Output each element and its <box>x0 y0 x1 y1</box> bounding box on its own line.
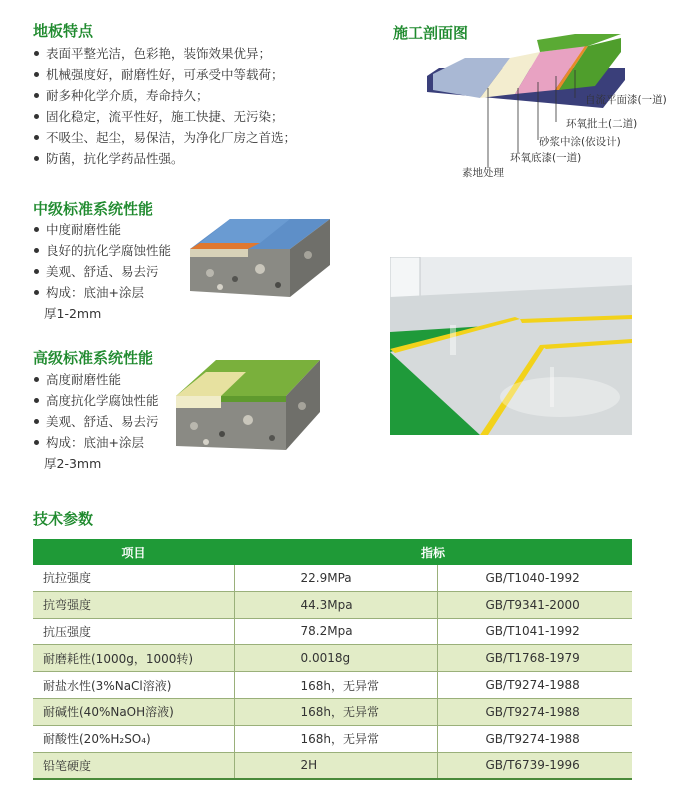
cell-name: 耐盐水性(3%NaCl溶液) <box>33 672 234 699</box>
features-list <box>33 43 296 169</box>
layer-label-primer: 环氧底漆(一道) <box>510 152 582 164</box>
list-item: 构成：底油+涂层 <box>33 432 159 453</box>
cell-standard: GB/T9274-1988 <box>437 672 632 699</box>
list-item: 耐多种化学介质，寿命持久； <box>33 85 296 106</box>
table-row <box>33 698 632 725</box>
table-row <box>33 725 632 752</box>
cell-value: 168h，无异常 <box>234 672 437 699</box>
cell-value: 22.9MPa <box>234 565 437 591</box>
list-item: 良好的抗化学腐蚀性能 <box>33 240 171 261</box>
cell-name: 抗压强度 <box>33 618 234 645</box>
cell-value: 168h，无异常 <box>234 698 437 725</box>
header-item: 项目 <box>33 539 234 565</box>
cell-name: 抗拉强度 <box>33 565 234 591</box>
list-item-continuation: 厚2-3mm <box>44 456 102 471</box>
mid-system-title: 中级标准系统性能 <box>33 200 154 218</box>
mid-system-sample-block <box>190 205 340 305</box>
table-row <box>33 565 632 591</box>
layer-label-mortar: 砂浆中涂(依设计) <box>539 136 621 148</box>
layer-label-substrate: 素地处理 <box>462 167 504 179</box>
list-item: 固化稳定，流平性好，施工快捷、无污染； <box>33 106 296 127</box>
table-row <box>33 752 632 779</box>
list-item: 表面平整光洁，色彩艳，装饰效果优异； <box>33 43 296 64</box>
cell-standard: GB/T1040-1992 <box>437 565 632 591</box>
table-row <box>33 645 632 672</box>
table-row <box>33 591 632 618</box>
tech-title: 技术参数 <box>33 510 94 528</box>
cell-name: 耐磨耗性(1000g，1000转) <box>33 645 234 672</box>
mid-system-list <box>33 219 171 324</box>
high-system-sample-block <box>176 352 326 458</box>
list-item: 构成：底油+涂层 <box>33 282 171 303</box>
cell-value: 0.0018g <box>234 645 437 672</box>
list-item-continuation: 厚1-2mm <box>44 306 102 321</box>
table-row <box>33 618 632 645</box>
cell-name: 耐酸性(20%H₂SO₄) <box>33 725 234 752</box>
table-header-row <box>33 539 632 565</box>
layer-label-topcoat: 自流平面漆(一道) <box>585 94 667 106</box>
cell-standard: GB/T9341-2000 <box>437 591 632 618</box>
cell-standard: GB/T6739-1996 <box>437 752 632 779</box>
epoxy-floor-photo <box>390 257 632 435</box>
features-title: 地板特点 <box>33 22 94 40</box>
list-item: 机械强度好，耐磨性好，可承受中等载荷； <box>33 64 296 85</box>
list-item: 高度抗化学腐蚀性能 <box>33 390 159 411</box>
list-item: 美观、舒适、易去污 <box>33 411 159 432</box>
cell-name: 铅笔硬度 <box>33 752 234 779</box>
high-system-list <box>33 369 159 474</box>
cell-standard: GB/T1041-1992 <box>437 618 632 645</box>
list-item: 美观、舒适、易去污 <box>33 261 171 282</box>
layer-label-putty: 环氧批土(二道) <box>566 118 638 130</box>
header-index: 指标 <box>234 539 632 565</box>
list-item: 高度耐磨性能 <box>33 369 159 390</box>
tech-spec-table <box>33 539 632 780</box>
list-item: 中度耐磨性能 <box>33 219 171 240</box>
cell-value: 2H <box>234 752 437 779</box>
cell-value: 168h，无异常 <box>234 725 437 752</box>
cell-standard: GB/T9274-1988 <box>437 725 632 752</box>
cell-name: 抗弯强度 <box>33 591 234 618</box>
section-diagram-title: 施工剖面图 <box>393 24 469 42</box>
list-item: 防菌，抗化学药品性强。 <box>33 148 296 169</box>
cell-value: 78.2Mpa <box>234 618 437 645</box>
cell-standard: GB/T9274-1988 <box>437 698 632 725</box>
list-item: 不吸尘、起尘，易保洁，为净化厂房之首选； <box>33 127 296 148</box>
high-system-title: 高级标准系统性能 <box>33 349 154 367</box>
table-row <box>33 672 632 699</box>
cell-name: 耐碱性(40%NaOH溶液) <box>33 698 234 725</box>
cell-standard: GB/T1768-1979 <box>437 645 632 672</box>
cell-value: 44.3Mpa <box>234 591 437 618</box>
